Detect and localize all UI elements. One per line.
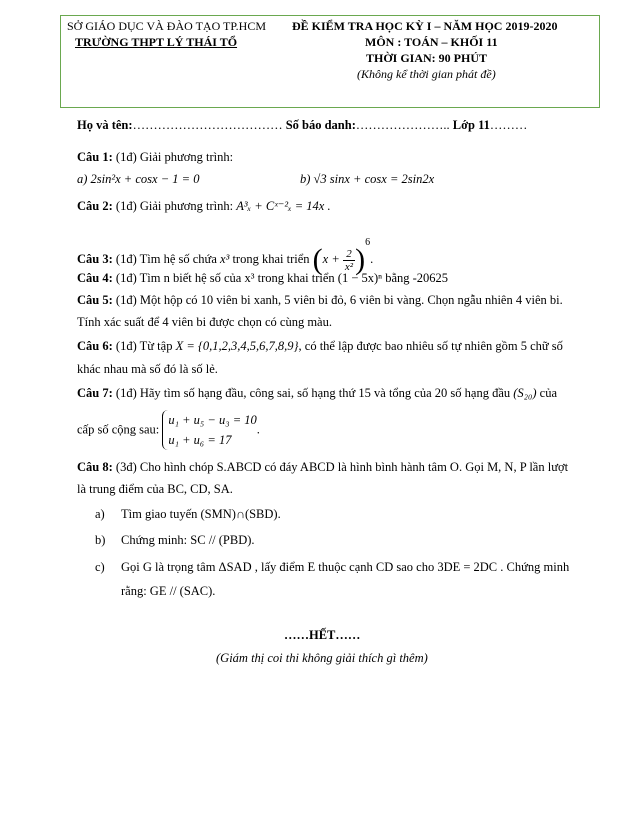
q2-text: Giải phương trình: xyxy=(139,199,234,213)
q7-sum: (S₂₀) xyxy=(513,386,537,400)
end-marker: ……HẾT…… xyxy=(284,628,361,642)
q1-text: Giải phương trình: xyxy=(139,150,234,164)
right-paren: ) xyxy=(355,243,366,277)
q6-continuation: khác nhau mà số đó là số lẻ. xyxy=(77,362,218,376)
question-6 xyxy=(77,339,563,354)
q7-text: Hãy tìm số hạng đầu, công sai, số hạng thứ 15 và tổng của 20 số hạng đầu xyxy=(139,386,511,400)
question-3: Câu 3: (1đ) Tìm hệ số chứa x³ trong khai triển (x + $\frac{2}{\text{x²}}$ )$^6$. xyxy=(77,237,374,277)
q1-label: Câu 1: xyxy=(77,150,113,164)
q7-text2: cấp số cộng sau: xyxy=(77,422,160,437)
id-label: Số báo danh: xyxy=(285,118,356,132)
q6-points: (1đ) xyxy=(115,339,137,353)
question-4 xyxy=(77,271,448,286)
question-2 xyxy=(77,198,331,214)
q8-part-a-text: Tìm giao tuyến (SMN)∩(SBD). xyxy=(121,507,281,521)
q7-label: Câu 7: xyxy=(77,386,113,400)
question-1 xyxy=(77,150,233,165)
q7-eq1: u₁ + u₅ − u₃ = 10 xyxy=(168,413,257,427)
question-7 xyxy=(77,386,557,401)
q2-expr: A³ₓ + Cˣ⁻²ₓ = 14x . xyxy=(236,199,331,213)
q6-text: Từ tập xyxy=(139,339,173,353)
q5-continuation: Tính xác suất để 4 viên bi được chọn có cùng màu. xyxy=(77,315,332,329)
q4-label: Câu 4: xyxy=(77,271,113,285)
q6-text2: , có thể lập được bao nhiêu số tự nhiên gồm 5 chữ số xyxy=(298,339,563,353)
dept-name: SỞ GIÁO DỤC VÀ ĐÀO TẠO TP.HCM xyxy=(67,19,267,33)
q7-text-end: của xyxy=(539,386,558,400)
q8-label: Câu 8: xyxy=(77,460,113,474)
q3-power: 6 xyxy=(365,237,371,248)
q3-fraction xyxy=(343,248,355,273)
school-name: TRƯỜNG THPT LÝ THÁI TỔ xyxy=(75,35,238,49)
q8-part-c-text: Gọi G là trọng tâm ΔSAD , lấy điểm E thuộc cạnh CD sao cho 3DE = 2DC . Chứng minh xyxy=(121,560,570,574)
q8-part-a-label: a) xyxy=(95,507,105,521)
q5-text: Một hộp có 10 viên bi xanh, 5 viên bi đỏ, 6 viên bi vàng. Chọn ngẫu nhiên 4 viên bi. xyxy=(139,293,563,307)
q3-text: Tìm hệ số chứa xyxy=(139,252,217,266)
q8-part-c-label: c) xyxy=(95,560,105,574)
left-paren: ( xyxy=(312,243,323,277)
q1-a-label: a) xyxy=(77,172,88,186)
q1-a-expr: 2sin²x + cosx − 1 = 0 xyxy=(90,172,200,186)
q4-text: Tìm n biết hệ số của x³ trong khai triển (1 − 5x)ⁿ bằng -20625 xyxy=(139,271,449,285)
question-8 xyxy=(77,460,568,475)
student-info-line xyxy=(77,118,527,133)
id-dots: ………………….. xyxy=(355,118,450,132)
q1-b-label: b) xyxy=(300,172,311,186)
q6-label: Câu 6: xyxy=(77,339,113,353)
q1-part-b xyxy=(300,172,434,187)
q7-eq2: u₁ + u₆ = 17 xyxy=(168,433,232,447)
q8-part-b-text: Chứng minh: SC // (PBD). xyxy=(121,533,255,547)
q8-points: (3đ) xyxy=(115,460,137,474)
q8-continuation: là trung điểm của BC, CD, SA. xyxy=(77,482,233,496)
q2-points: (1đ) xyxy=(115,199,137,213)
q3-frac-den: x² xyxy=(344,260,354,273)
exam-title: ĐỀ KIỂM TRA HỌC KỲ I – NĂM HỌC 2019-2020 xyxy=(292,19,558,33)
q7-continuation xyxy=(77,410,260,450)
class-label: Lớp 11 xyxy=(452,118,490,132)
question-5 xyxy=(77,293,563,308)
q7-points: (1đ) xyxy=(115,386,137,400)
q1-b-expr: √3 sinx + cosx = 2sin2x xyxy=(313,172,435,186)
name-dots: ……………………………… xyxy=(132,118,283,132)
q3-text2: trong khai triển xyxy=(232,252,310,266)
q4-points: (1đ) xyxy=(115,271,137,285)
q5-points: (1đ) xyxy=(115,293,137,307)
footer-note: (Giám thị coi thi không giải thích gì thêm) xyxy=(216,651,428,665)
class-dots: ……… xyxy=(489,118,528,132)
q3-label: Câu 3: xyxy=(77,252,113,266)
q7-dot: . xyxy=(256,422,260,437)
q8-text: Cho hình chóp S.ABCD có đáy ABCD là hình bình hành tâm O. Gọi M, N, P lần lượt xyxy=(139,460,569,474)
subject: MÔN : TOÁN – KHỐI 11 xyxy=(365,35,498,49)
name-label: Họ và tên: xyxy=(77,118,133,132)
q5-label: Câu 5: xyxy=(77,293,113,307)
exam-time: THỜI GIAN: 90 PHÚT xyxy=(366,51,488,65)
q8-part-c-text2: rằng: GE // (SAC). xyxy=(121,584,216,598)
q3-frac-num: 2 xyxy=(343,248,355,261)
q1-part-a xyxy=(77,172,199,187)
q2-label: Câu 2: xyxy=(77,199,113,213)
exam-note: (Không kể thời gian phát đề) xyxy=(357,67,496,81)
q3-var: x + xyxy=(322,252,340,266)
q6-set: X = {0,1,2,3,4,5,6,7,8,9} xyxy=(175,339,299,353)
q7-system xyxy=(162,410,256,450)
q3-points: (1đ) xyxy=(115,252,137,266)
q1-points: (1đ) xyxy=(115,150,137,164)
q8-part-b-label: b) xyxy=(95,533,106,547)
q3-term: x³ xyxy=(220,252,230,266)
